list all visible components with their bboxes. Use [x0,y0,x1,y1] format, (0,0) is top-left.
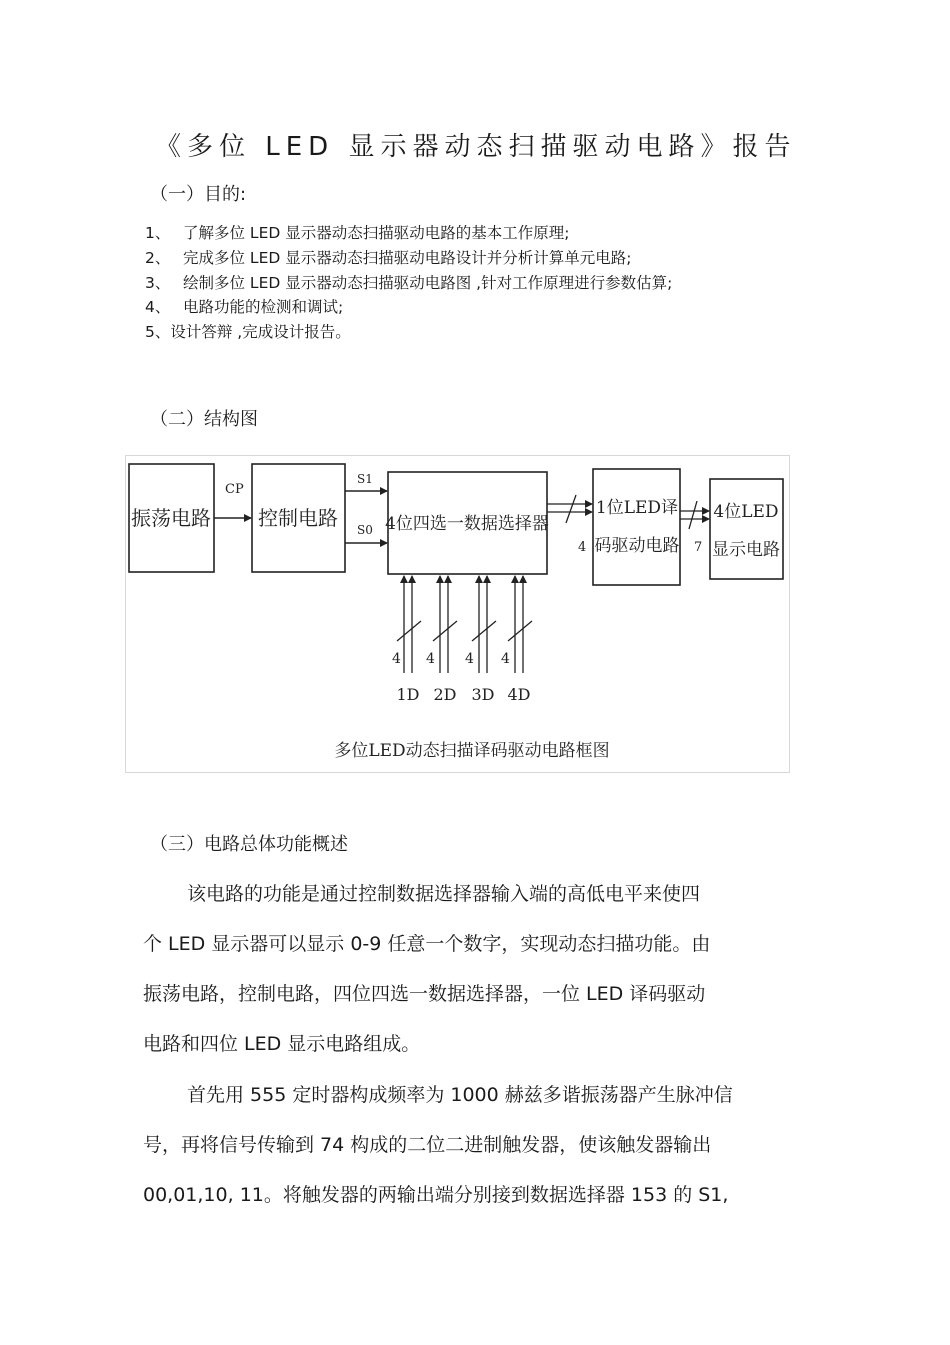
section-heading-purpose: （一）目的: [150,184,247,205]
input-name-label: 2D [433,685,457,704]
paragraph-line: 号，再将信号传输到 74 构成的二位二进制触发器，使该触发器输出 [143,1134,712,1156]
list-text: 完成多位 LED 显示器动态扫描驱动电路设计并分析计算单元电路; [183,249,632,267]
input-width-label: 4 [426,651,435,667]
list-item [145,320,351,342]
diagram-frame [126,456,790,773]
section-heading-overview: （三）电路总体功能概述 [150,834,348,855]
display-label-line1: 4位LED [713,502,779,522]
bus4-label: 4 [578,540,587,555]
cp-label: CP [225,482,244,497]
paragraph-line: 首先用 555 定时器构成频率为 1000 赫兹多谐振荡器产生脉冲信 [187,1084,733,1106]
paragraph-line: 振荡电路，控制电路，四位四选一数据选择器，一位 LED 译码驱动 [143,983,706,1005]
paragraph-line: 该电路的功能是通过控制数据选择器输入端的高低电平来使四 [187,883,701,905]
input-width-label: 4 [465,651,474,667]
list-number: 4、 [145,298,171,316]
section-heading-structure: （二）结构图 [150,409,258,430]
list-text: 了解多位 LED 显示器动态扫描驱动电路的基本工作原理; [183,224,570,242]
diagram-caption: 多位LED动态扫描译码驱动电路框图 [334,741,610,761]
input-name-label: 1D [396,685,420,704]
paragraph-line: 00,01,10, 11。将触发器的两输出端分别接到数据选择器 153 的 S1, [143,1184,729,1206]
decoder-label-line2: 码驱动电路 [594,536,680,556]
selector-label: 4位四选一数据选择器 [385,514,549,534]
list-text: 设计答辩 ,完成设计报告。 [170,323,351,341]
list-number: 2、 [145,249,171,267]
block-diagram [125,455,790,773]
decoder-label-line1: 1位LED译 [595,498,679,518]
list-text: 电路功能的检测和调试; [183,298,344,316]
list-item [145,246,631,268]
control-label: 控制电路 [258,506,338,530]
oscillator-label: 振荡电路 [131,506,211,530]
page-title: 《多位 LED 显示器动态扫描驱动电路》报告 [155,132,797,162]
input-name-label: 3D [471,685,495,704]
display-label-line2: 显示电路 [712,540,780,560]
input-width-label: 4 [392,651,401,667]
paragraph-line: 个 LED 显示器可以显示 0-9 任意一个数字，实现动态扫描功能。由 [143,933,711,955]
list-number: 3、 [145,274,171,292]
list-number: 5、 [145,323,171,341]
bus7-label: 7 [694,540,703,555]
input-name-label: 4D [507,685,531,704]
list-item [145,271,672,293]
s0-label: S0 [357,523,373,537]
paragraph-line: 电路和四位 LED 显示电路组成。 [143,1033,421,1055]
s1-label: S1 [357,472,373,486]
list-number: 1、 [145,224,171,242]
list-text: 绘制多位 LED 显示器动态扫描驱动电路图 ,针对工作原理进行参数估算; [183,274,673,292]
input-width-label: 4 [501,651,510,667]
list-item [145,221,569,243]
list-item [145,295,343,317]
